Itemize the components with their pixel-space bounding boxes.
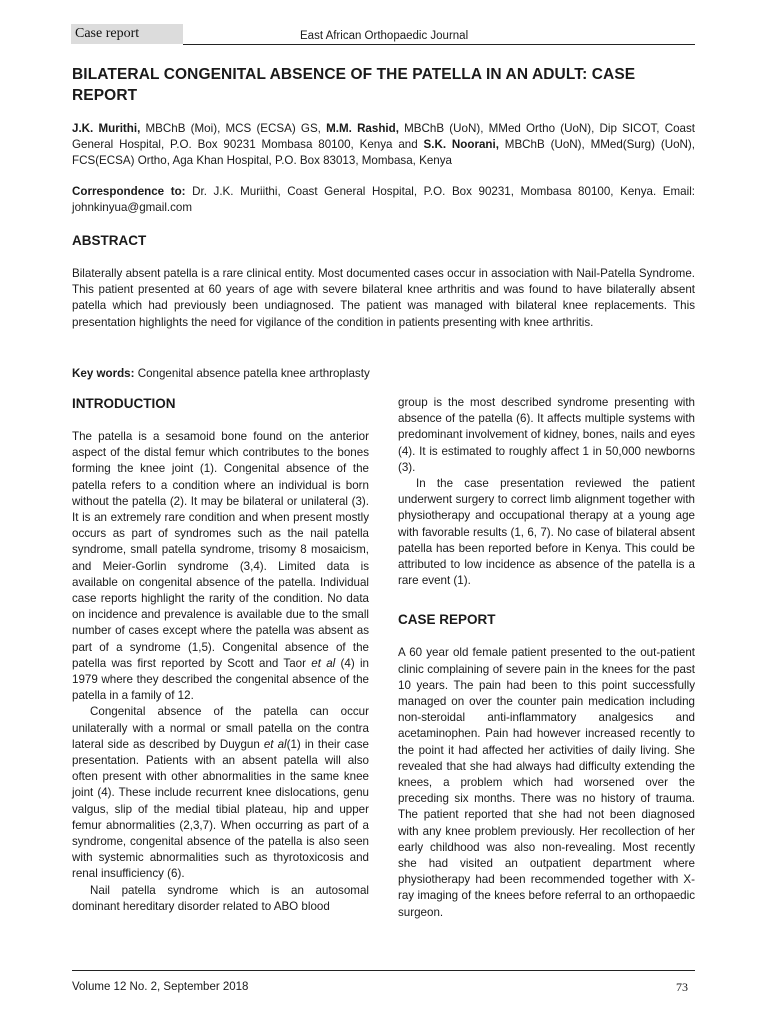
- journal-name: East African Orthopaedic Journal: [300, 30, 469, 42]
- author-name-1: J.K. Murithi,: [72, 122, 141, 135]
- author-affiliation-1: MBChB (Moi), MCS (ECSA) GS,: [140, 122, 327, 135]
- intro-p1-et-al: et al: [311, 656, 336, 670]
- article-title: BILATERAL CONGENITAL ABSENCE OF THE PATELLA IN AN ADULT: CASE REPORT: [72, 66, 636, 104]
- intro-paragraph-1: [72, 429, 369, 704]
- intro-paragraph-2: [72, 704, 369, 882]
- keywords: [72, 366, 370, 382]
- abstract-body: Bilaterally absent patella is a rare clinical entity. Most documented cases occur in association with Nail-Patella Syndrome. This patient presented at 60 years of age with severe bilateral knee arthritis and was found to have bilaterally absent patella which had previously been undiagnosed. The patient was managed with bilateral knee replacements. This presentation highlights the need for vigilance of the condition in patients presenting with knee arthritis.: [72, 267, 695, 329]
- intro-p2-text-a: Congenital absence of the patella can occur unilaterally with a normal or small patella on the contra lateral side as described by Duygun: [72, 705, 369, 751]
- author-affiliation-3: MBChB (UoN), MMed(Surg) (UoN), FCS(ECSA) Ortho, Aga Khan Hospital, P.O. Box 83013, Mombasa, Kenya: [72, 138, 695, 168]
- intro-paragraph-3-start: Nail patella syndrome which is an autosomal dominant hereditary disorder related to ABO blood: [72, 883, 369, 913]
- left-column: [72, 395, 369, 915]
- intro-p2-et-al: et al: [263, 737, 287, 751]
- correspondence-text: Dr. J.K. Muriithi, Coast General Hospital, P.O. Box 90231, Mombasa 80100, Kenya. Email: johnkinyua@gmail.com: [72, 185, 695, 215]
- intro-p2-text-b: (1) in their case presentation. Patients with an absent patella will also often present with other abnormalities in the same knee joint (4). These include recurrent knee dislocations, genu valgus, slip of the medial tibial plateau, hip and upper femur abnormalities (2,3,7). When occurring as part of a syndrome, congenital absence of the patella is also seen with systemic abnormalities such as thyrotoxicosis and renal insufficiency (6).: [72, 737, 369, 881]
- right-column: [398, 395, 695, 921]
- page-number: 73: [676, 980, 688, 994]
- correspondence: [72, 184, 695, 216]
- intro-p1-text-b: (4) in 1979 where they described the congenital absence of the patella in a family of 12.: [72, 656, 369, 703]
- intro-paragraph-3-continued: group is the most described syndrome presenting with absence of the patella (6). It affects multiple systems with predominant involvement of kidney, bones, nails and eyes (4). It is estimated to roughly affect 1 in 50,000 newborns (3).: [398, 396, 695, 474]
- intro-paragraph-4: In the case presentation reviewed the patient underwent surgery to correct limb alignment together with physiotherapy and occupational therapy at a young age with favorable results (1, 6, 7). No case of bilateral absent patella has been reported before in Kenya. This could be attributed to low incidence as absence of the patella is a rare event (1).: [398, 477, 695, 588]
- volume-info: Volume 12 No. 2, September 2018: [72, 981, 249, 993]
- section-label: Case report: [71, 24, 183, 44]
- keywords-text: Congenital absence patella knee arthroplasty: [134, 367, 370, 380]
- author-name-3: S.K. Noorani,: [423, 138, 499, 152]
- abstract-heading: ABSTRACT: [72, 233, 147, 248]
- case-report-body: A 60 year old female patient presented to the out-patient clinic complaining of severe pain in the knees for the past 10 years. The pain had been to this point successfully managed on over the counter pain medication including non-steroidal anti-inflammatory analgesics and acetaminophen. Pain had however increased recently to the point it had affected her activities of daily living. She revealed that she had always had difficulty extending the knees, a problem which had worsened over the preceding six months. There was no history of trauma. The patient reported that she had not been diagnosed with any knee problem previously. Her recollection of her early childhood was also non-revealing. Most recently she had visited an outpatient department where physiotherapy had been recommended together with X-ray imaging of the knees before referral to an orthopaedic surgeon.: [398, 646, 695, 919]
- case-report-heading: CASE REPORT: [398, 612, 496, 628]
- introduction-heading: INTRODUCTION: [72, 396, 176, 411]
- footer-rule: [72, 970, 695, 971]
- author-name-2: M.M. Rashid,: [326, 122, 399, 135]
- author-affiliations: [72, 121, 695, 170]
- correspondence-label: Correspondence to:: [72, 185, 186, 198]
- intro-p1-text-a: The patella is a sesamoid bone found on the anterior aspect of the distal femur which contributes to the bones forming the knee joint (1). Congenital absence of the patella refers to a condition where an individual is born without the patella (2). It may be bilateral or unilateral (3). It is an extremely rare condition and when present mostly occurs as part of syndromes such as the nail patella syndrome, small patella syndrome, trisomy 8 mosaicism, and Meier-Gorlin syndrome (3,4). Limited data is available on congenital absence of the patella. Individual case reports highlight the rarity of the condition. No data on incidence and prevalence is available due to the small number of cases except where the patella was absent as part of a syndrome (1,5). Congenital absence of the patella was first reported by Scott and Taor: [72, 430, 369, 670]
- header-rule: [183, 44, 695, 45]
- author-affiliation-2: MBChB (UoN), MMed Ortho (UoN), Dip SICOT, Coast General Hospital, P.O. Box 90231 Mombasa 80100, Kenya and: [72, 122, 695, 152]
- keywords-label: Key words:: [72, 367, 135, 380]
